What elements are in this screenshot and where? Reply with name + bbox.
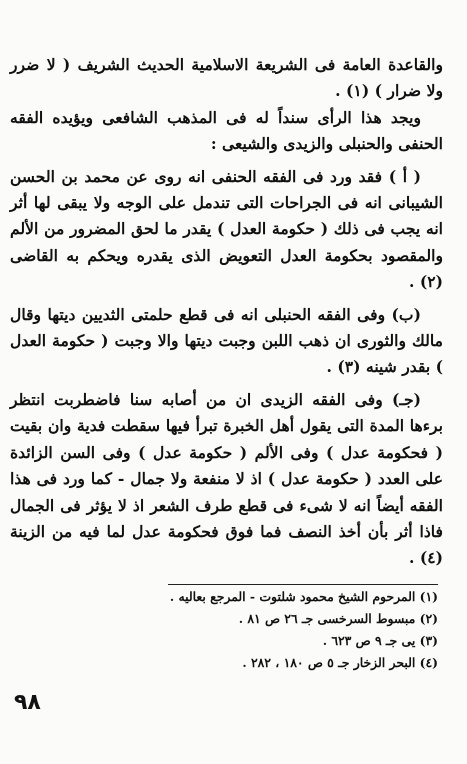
- paragraph-general-rule: والقاعدة العامة فى الشريعة الاسلامية الحديث الشريف ( لا ضرر ولا ضرار ) (١) .: [10, 55, 443, 101]
- paragraph-opinion-support: ويجد هذا الرأى سنداً له فى المذهب الشافعى ويؤيده الفقه الحنفى والحنبلى والزيدى والشيعى :: [10, 107, 443, 154]
- footnote-3: (٣) يى جـ ٩ ص ٦٢٣ .: [322, 633, 438, 648]
- footnote-divider: [168, 584, 438, 585]
- footnote-4: (٤) البحر الزخار جـ ٥ ص ١٨٠ ، ٢٨٢ .: [242, 655, 438, 670]
- page-body: [10, 52, 443, 572]
- footnote-2: (٢) مبسوط السرخسى جـ ٢٦ ص ٨١ .: [238, 611, 438, 626]
- paragraph-hanafi: ( أ ) فقد ورد فى الفقه الحنفى انه روى عن محمد بن الحسن الشيبانى انه فى الجراحات التى تندمل على الوجه ولا يبقى لها أثر انه يجب فى ذلك ( حكومة العدل ) يقدر ما لحق المضرور من الألم والمقصود بحكومة العدل التعويض الذى يقدره ويحكم به القاضى (٢) .: [10, 166, 443, 292]
- paragraph-zaidi: (جـ) وفى الفقه الزيدى ان من أصابه سنا فاضطربت انتظر برءها المدة التى يقول أهل الخبرة تبرأ فيها سقطت فدية وان بقيت ( فحكومة عدل ) وفى الألم ( حكومة عدل ) وفى السن الزائدة على العدد ( حكومة عدل ) اذ لا منفعة ولا جمال - كما ورد فى هذا الفقه أيضاً انه لا شىء فى قطع طرف الشعر اذ لا يؤثر فى الجمال فاذا أثر بأن أخذ النصف فما فوق فحكومة عدل لما فيه من الزينة (٤) .: [10, 389, 443, 568]
- page-number: ٩٨: [14, 690, 41, 715]
- footnotes: [140, 586, 438, 674]
- footnote-1: (١) المرحوم الشيخ محمود شلتوت - المرجع بعاليه .: [169, 589, 438, 604]
- paragraph-hanbali: (ب) وفى الفقه الحنبلى انه فى قطع حلمتى الثديين ديتها وقال مالك والثورى ان ذهب اللبن وجبت ديتها والا وجبت ( حكومة العدل ) بقدر شينه (٣) .: [10, 304, 443, 377]
